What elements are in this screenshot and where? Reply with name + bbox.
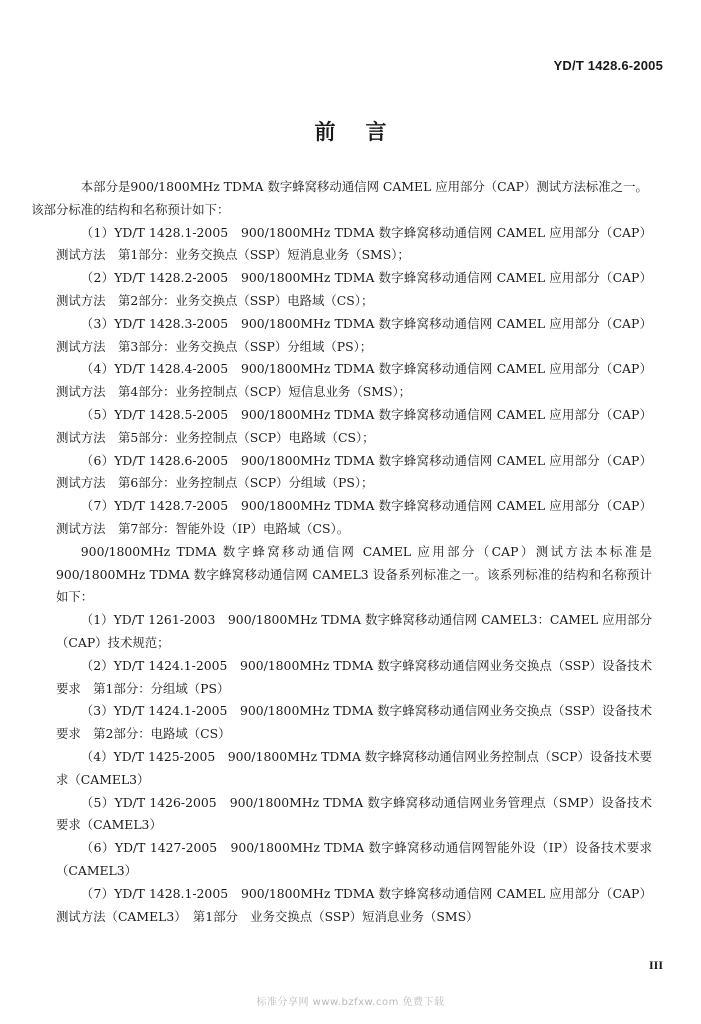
- intro-paragraph: [31, 176, 652, 222]
- part-list-item-4: （4）YD/T 1428.4-2005 900/1800MHz TDMA 数字蜂窝移动通信网 CAMEL 应用部分（CAP）测试方法 第4部分：业务控制点（SCP）短信息业务（SMS）；: [56, 361, 652, 400]
- part-list-item-5: （5）YD/T 1428.5-2005 900/1800MHz TDMA 数字蜂窝移动通信网 CAMEL 应用部分（CAP）测试方法 第5部分：业务控制点（SCP）电路域（CS）；: [56, 406, 652, 445]
- page-number: III: [648, 958, 663, 972]
- part-list-item-3: （3）YD/T 1428.3-2005 900/1800MHz TDMA 数字蜂窝移动通信网 CAMEL 应用部分（CAP）测试方法 第3部分：业务交换点（SSP）分组域（PS）；: [56, 315, 652, 354]
- intro-line-1: 本部分是900/1800MHz TDMA 数字蜂窝移动通信网 CAMEL 应用部分（CAP）测试方法标准之一。: [80, 179, 648, 194]
- series-list-item-1: （1）YD/T 1261-2003 900/1800MHz TDMA 数字蜂窝移动通信网 CAMEL3：CAMEL 应用部分（CAP）技术规范；: [56, 612, 652, 650]
- document-body: [31, 176, 652, 928]
- standard-number: YD/T 1428.6-2005: [553, 58, 663, 73]
- part-list-item-7: （7）YD/T 1428.7-2005 900/1800MHz TDMA 数字蜂窝移动通信网 CAMEL 应用部分（CAP）测试方法 第7部分：智能外设（IP）电路域（CS）。: [56, 498, 652, 536]
- series-list-item-7: （7）YD/T 1428.1-2005 900/1800MHz TDMA 数字蜂窝移动通信网 CAMEL 应用部分（CAP）测试方法（CAMEL3） 第1部分 业务交换点（SSP）短消息业务（SMS）: [56, 885, 652, 924]
- series-list-item-4: （4）YD/T 1425-2005 900/1800MHz TDMA 数字蜂窝移动通信网业务控制点（SCP）设备技术要求（CAMEL3）: [56, 748, 652, 787]
- watermark: 标准分享网 www.bzfxw.com 免费下载: [256, 997, 445, 1008]
- part-list-item-2: （2）YD/T 1428.2-2005 900/1800MHz TDMA 数字蜂窝移动通信网 CAMEL 应用部分（CAP）测试方法 第2部分：业务交换点（SSP）电路域（CS）；: [56, 270, 652, 308]
- series-list-item-5: （5）YD/T 1426-2005 900/1800MHz TDMA 数字蜂窝移动通信网业务管理点（SMP）设备技术要求（CAMEL3）: [56, 794, 652, 833]
- series-list-item-6: （6）YD/T 1427-2005 900/1800MHz TDMA 数字蜂窝移动通信网智能外设（IP）设备技术要求（CAMEL3）: [56, 840, 652, 878]
- part-list-item-1: （1）YD/T 1428.1-2005 900/1800MHz TDMA 数字蜂窝移动通信网 CAMEL 应用部分（CAP）测试方法 第1部分：业务交换点（SSP）短消息业务（SMS）；: [56, 224, 652, 263]
- series-list-item-2: （2）YD/T 1424.1-2005 900/1800MHz TDMA 数字蜂窝移动通信网业务交换点（SSP）设备技术要求 第1部分：分组域（PS）: [56, 657, 652, 696]
- page-title: 前言: [314, 119, 417, 144]
- part-list-item-6: （6）YD/T 1428.6-2005 900/1800MHz TDMA 数字蜂窝移动通信网 CAMEL 应用部分（CAP）测试方法 第6部分：业务控制点（SCP）分组域（PS）；: [56, 452, 652, 491]
- series-list-item-3: （3）YD/T 1424.1-2005 900/1800MHz TDMA 数字蜂窝移动通信网业务交换点（SSP）设备技术要求 第2部分：电路域（CS）: [56, 703, 652, 742]
- series-intro-paragraph: 900/1800MHz TDMA 数字蜂窝移动通信网 CAMEL 应用部分（CAP）测试方法本标准是900/1800MHz TDMA 数字蜂窝移动通信网 CAMEL3 设备系列标准之一。该系列标准的结构和名称预计如下：: [56, 543, 652, 605]
- intro-line-2: 该部分标准的结构和名称预计如下：: [31, 201, 230, 217]
